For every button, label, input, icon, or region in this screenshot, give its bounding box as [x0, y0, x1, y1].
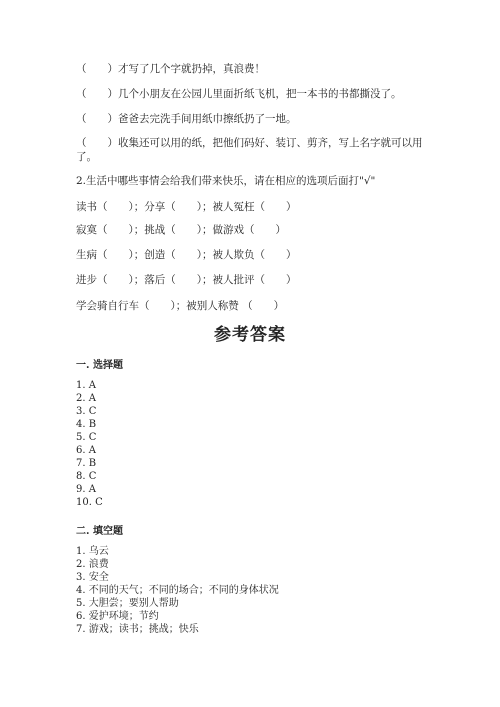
list-item: 8. C [76, 471, 97, 482]
list-item: 4. 不同的天气；不同的场合；不同的身体状况 [76, 585, 279, 596]
list-item: 7. B [76, 458, 97, 469]
choice-row: 读书（ ）；分享（ ）；被人冤枉（ ） [76, 201, 297, 213]
section-1-title: 一. 选择题 [76, 360, 123, 371]
list-item: 3. 安全 [76, 572, 109, 583]
section-1-list [76, 379, 103, 509]
choice-row: 进步（ ）；落后（ ）；被人批评（ ） [76, 274, 297, 286]
question-2-prompt: 2.生活中哪些事情会给我们带来快乐，请在相应的选项后面打"√" [76, 175, 376, 187]
list-item: 4. B [76, 419, 97, 430]
choice-row: 寂寞（ ）；挑战（ ）；做游戏（ ） [76, 224, 286, 236]
list-item: 6. 爱护环境；节约 [76, 611, 159, 622]
list-item: 10. C [76, 497, 103, 508]
list-item: 5. C [76, 432, 97, 443]
list-item: 1. A [76, 380, 96, 391]
list-item: 3. C [76, 406, 97, 417]
question-line-3: （ ）爸爸去完洗手间用纸巾擦纸扔了一地。 [76, 113, 297, 125]
list-item: 7. 游戏；读书；挑战；快乐 [76, 624, 199, 635]
list-item: 2. A [76, 393, 96, 404]
question-line-1: （ ）才写了几个字就扔掉，真浪费！ [76, 63, 265, 75]
list-item: 9. A [76, 484, 96, 495]
question-line-4: （ ）收集还可以用的纸，把他们码好、装订、剪齐，写上名字就可以用了。 [76, 137, 423, 163]
question-line-2: （ ）几个小朋友在公园儿里面折纸飞机，把一本书的书都撕没了。 [76, 88, 402, 100]
list-item: 6. A [76, 445, 96, 456]
list-item: 2. 浪费 [76, 559, 109, 570]
section-2-list [76, 545, 279, 636]
list-item: 1. 乌云 [76, 546, 109, 557]
choice-row: 生病（ ）；创造（ ）；被人欺负（ ） [76, 249, 297, 261]
list-item: 5. 大胆尝；要别人帮助 [76, 598, 179, 609]
answers-title: 参考答案 [214, 325, 286, 345]
choice-row: 学会骑自行车（ ）；被别人称赞 （ ） [76, 300, 285, 312]
section-2-title: 二. 填空题 [76, 526, 123, 537]
